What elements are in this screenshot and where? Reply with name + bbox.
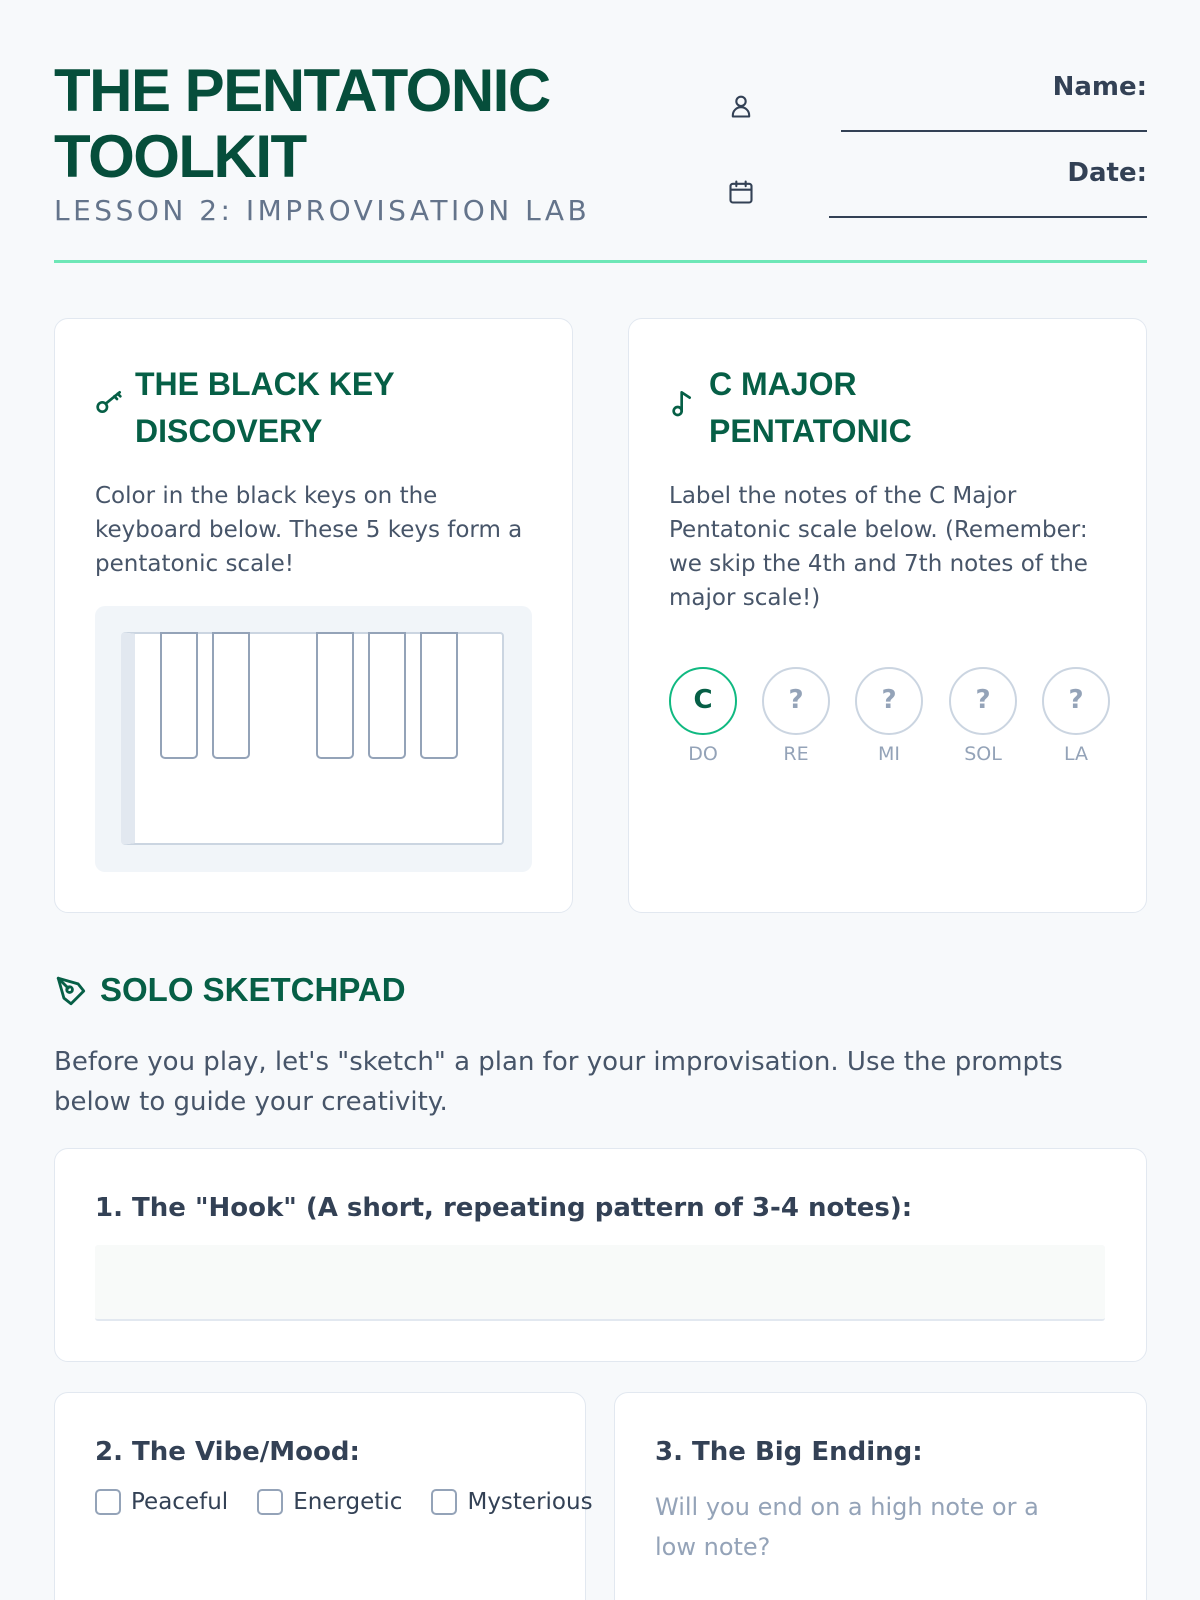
note-slot <box>1042 667 1110 765</box>
note-solfege: MI <box>878 743 900 765</box>
black-key[interactable] <box>316 632 354 759</box>
keyboard-panel <box>95 606 532 872</box>
checkbox-label: Mysterious <box>467 1489 593 1515</box>
date-row <box>727 158 1147 228</box>
black-key[interactable] <box>420 632 458 759</box>
hook-answer-field[interactable] <box>95 1245 1105 1321</box>
ending-label: 3. The Big Ending: <box>655 1437 923 1467</box>
note-solfege: SOL <box>964 743 1002 765</box>
keyboard <box>121 632 504 845</box>
sketchpad-intro: Before you play, let's "sketch" a plan for your improvisation. Use the prompts below to guide your creativity. <box>54 1047 1063 1117</box>
page-title: THE PENTATONIC TOOLKIT <box>54 57 550 190</box>
ending-card <box>614 1392 1147 1600</box>
checkbox[interactable] <box>431 1489 457 1515</box>
user-icon <box>727 92 755 120</box>
black-key[interactable] <box>160 632 198 759</box>
black-key-instructions: Color in the black keys on the keyboard below. These 5 keys form a pentatonic scale! <box>95 483 523 577</box>
calendar-icon <box>727 178 755 206</box>
mood-option-energetic[interactable] <box>257 1489 402 1515</box>
pentatonic-instructions: Label the notes of the C Major Pentatonic scale below. (Remember: we skip the 4th and 7th notes of the major scale!) <box>669 483 1088 611</box>
black-key-title: THE BLACK KEY DISCOVERY <box>135 366 394 449</box>
key-icon <box>93 387 125 419</box>
worksheet-page <box>54 0 1147 1600</box>
checkbox-label: Energetic <box>293 1489 403 1515</box>
mood-card <box>54 1392 593 1600</box>
header-divider <box>54 260 1147 263</box>
pen-tool-icon <box>54 974 88 1008</box>
checkbox[interactable] <box>95 1489 121 1515</box>
black-key[interactable] <box>368 632 406 759</box>
date-field[interactable] <box>829 216 1147 218</box>
name-label: Name: <box>1052 72 1147 102</box>
mood-option-peaceful[interactable] <box>95 1489 228 1515</box>
note-label: C <box>669 667 737 735</box>
note-slot <box>762 667 830 765</box>
ending-hint[interactable]: Will you end on a high note or a low note? <box>655 1493 1039 1561</box>
hook-label: 1. The "Hook" (A short, repeating pattern of 3-4 notes): <box>95 1193 913 1223</box>
page-subtitle: LESSON 2: IMPROVISATION LAB <box>54 194 591 227</box>
note-label[interactable]: ? <box>949 667 1017 735</box>
mood-option-mysterious[interactable] <box>431 1489 592 1515</box>
music-note-icon <box>667 387 699 419</box>
date-label: Date: <box>1067 158 1147 188</box>
worksheet-header <box>54 0 1147 266</box>
sketchpad-title: SOLO SKETCHPAD <box>100 971 406 1008</box>
checkbox-label: Peaceful <box>131 1489 229 1515</box>
black-key-card <box>54 318 573 913</box>
note-solfege: LA <box>1063 743 1089 765</box>
note-label[interactable]: ? <box>762 667 830 735</box>
pentatonic-title: C MAJOR PENTATONIC <box>709 366 912 449</box>
mood-options <box>95 1489 617 1515</box>
name-row <box>727 72 1147 142</box>
note-label[interactable]: ? <box>1042 667 1110 735</box>
note-slot <box>949 667 1017 765</box>
note-solfege: DO <box>688 743 718 765</box>
pentatonic-scale-card <box>628 318 1147 913</box>
black-key[interactable] <box>212 632 250 759</box>
hook-card <box>54 1148 1147 1362</box>
mood-label: 2. The Vibe/Mood: <box>95 1437 360 1467</box>
note-slot <box>855 667 923 765</box>
note-solfege: RE <box>783 743 809 765</box>
note-label[interactable]: ? <box>855 667 923 735</box>
note-slot <box>669 667 737 765</box>
name-field[interactable] <box>841 130 1147 132</box>
checkbox[interactable] <box>257 1489 283 1515</box>
